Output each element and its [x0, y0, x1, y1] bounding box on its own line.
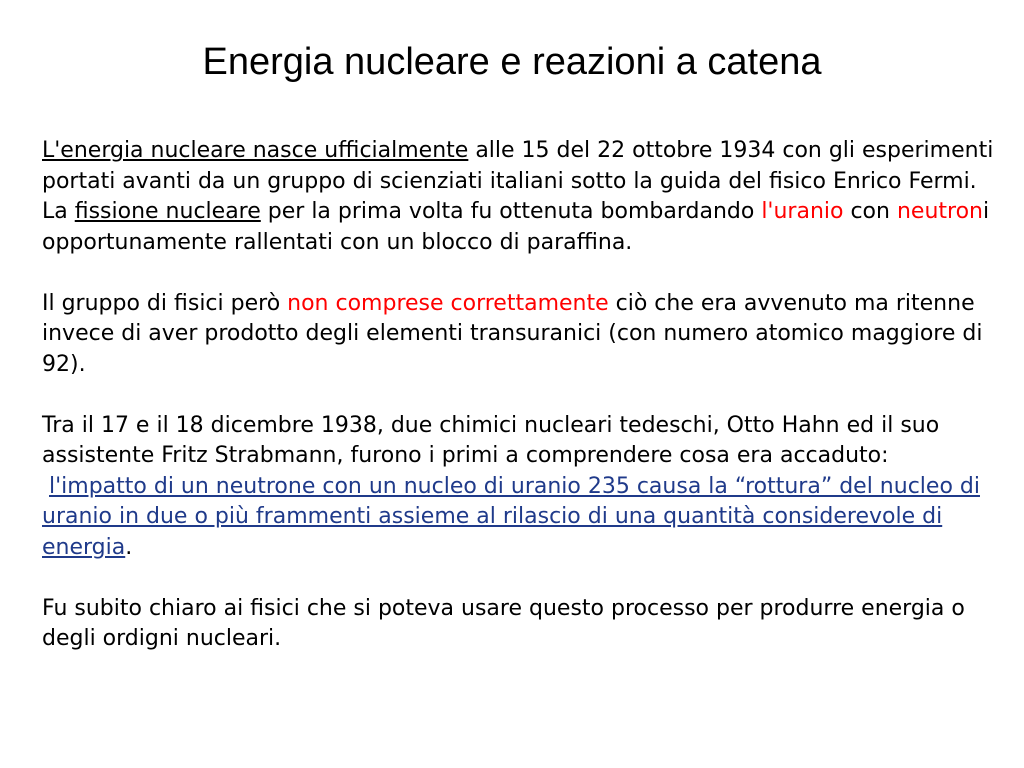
text-span: Tra il 17 e il 18 dicembre 1938, due chimici nucleari tedeschi, Otto Hahn ed il suo assistente Fritz Strabmann, furono i primi a comprendere cosa era accaduto:	[42, 412, 940, 468]
text-span: alle 15 del 22 ottobre 1934 con gli esperimenti portati avanti da un gruppo di scienziati italiani sotto la guida del fisico Enrico Fermi. La	[42, 138, 994, 224]
text-span: Fu subito chiaro ai fisici che si poteva usare questo processo per produrre energia o degli ordigni nucleari.	[42, 595, 965, 651]
text-span: con	[843, 199, 897, 224]
text-span: Il gruppo di fisici però	[42, 290, 288, 316]
paragraph-misunderstanding	[42, 289, 1002, 381]
paragraph-fermi-1934	[42, 136, 1002, 258]
text-span: i opportunamente rallentati con un blocco di paraffina.	[42, 199, 990, 255]
slide-title: Energia nucleare e reazioni a catena	[202, 41, 822, 83]
underlined-phrase-origin: L'energia nucleare nasce ufficialmente	[42, 138, 469, 163]
text-span: .	[125, 534, 133, 560]
highlight-not-understood: non comprese correttamente	[287, 290, 609, 316]
highlight-neutrons: neutron	[896, 199, 983, 224]
text-span: ciò che era avvenuto ma ritenne invece di aver prodotto degli elementi transuranici (con numero atomico maggiore di 92).	[42, 290, 983, 377]
paragraph-hahn-1938	[42, 411, 1002, 564]
slide-body	[42, 136, 1002, 685]
paragraph-applications	[42, 594, 1002, 655]
link-fission-definition[interactable]: l'impatto di un neutrone con un nucleo di uranio 235 causa la “rottura” del nucleo di uranio in due o più frammenti assieme al rilascio di una quantità considerevole di energia	[42, 473, 980, 560]
text-span: per la prima volta fu ottenuta bombardando	[260, 199, 762, 224]
highlight-uranium: l'uranio	[761, 199, 844, 224]
underlined-phrase-fission: fissione nucleare	[74, 199, 261, 224]
